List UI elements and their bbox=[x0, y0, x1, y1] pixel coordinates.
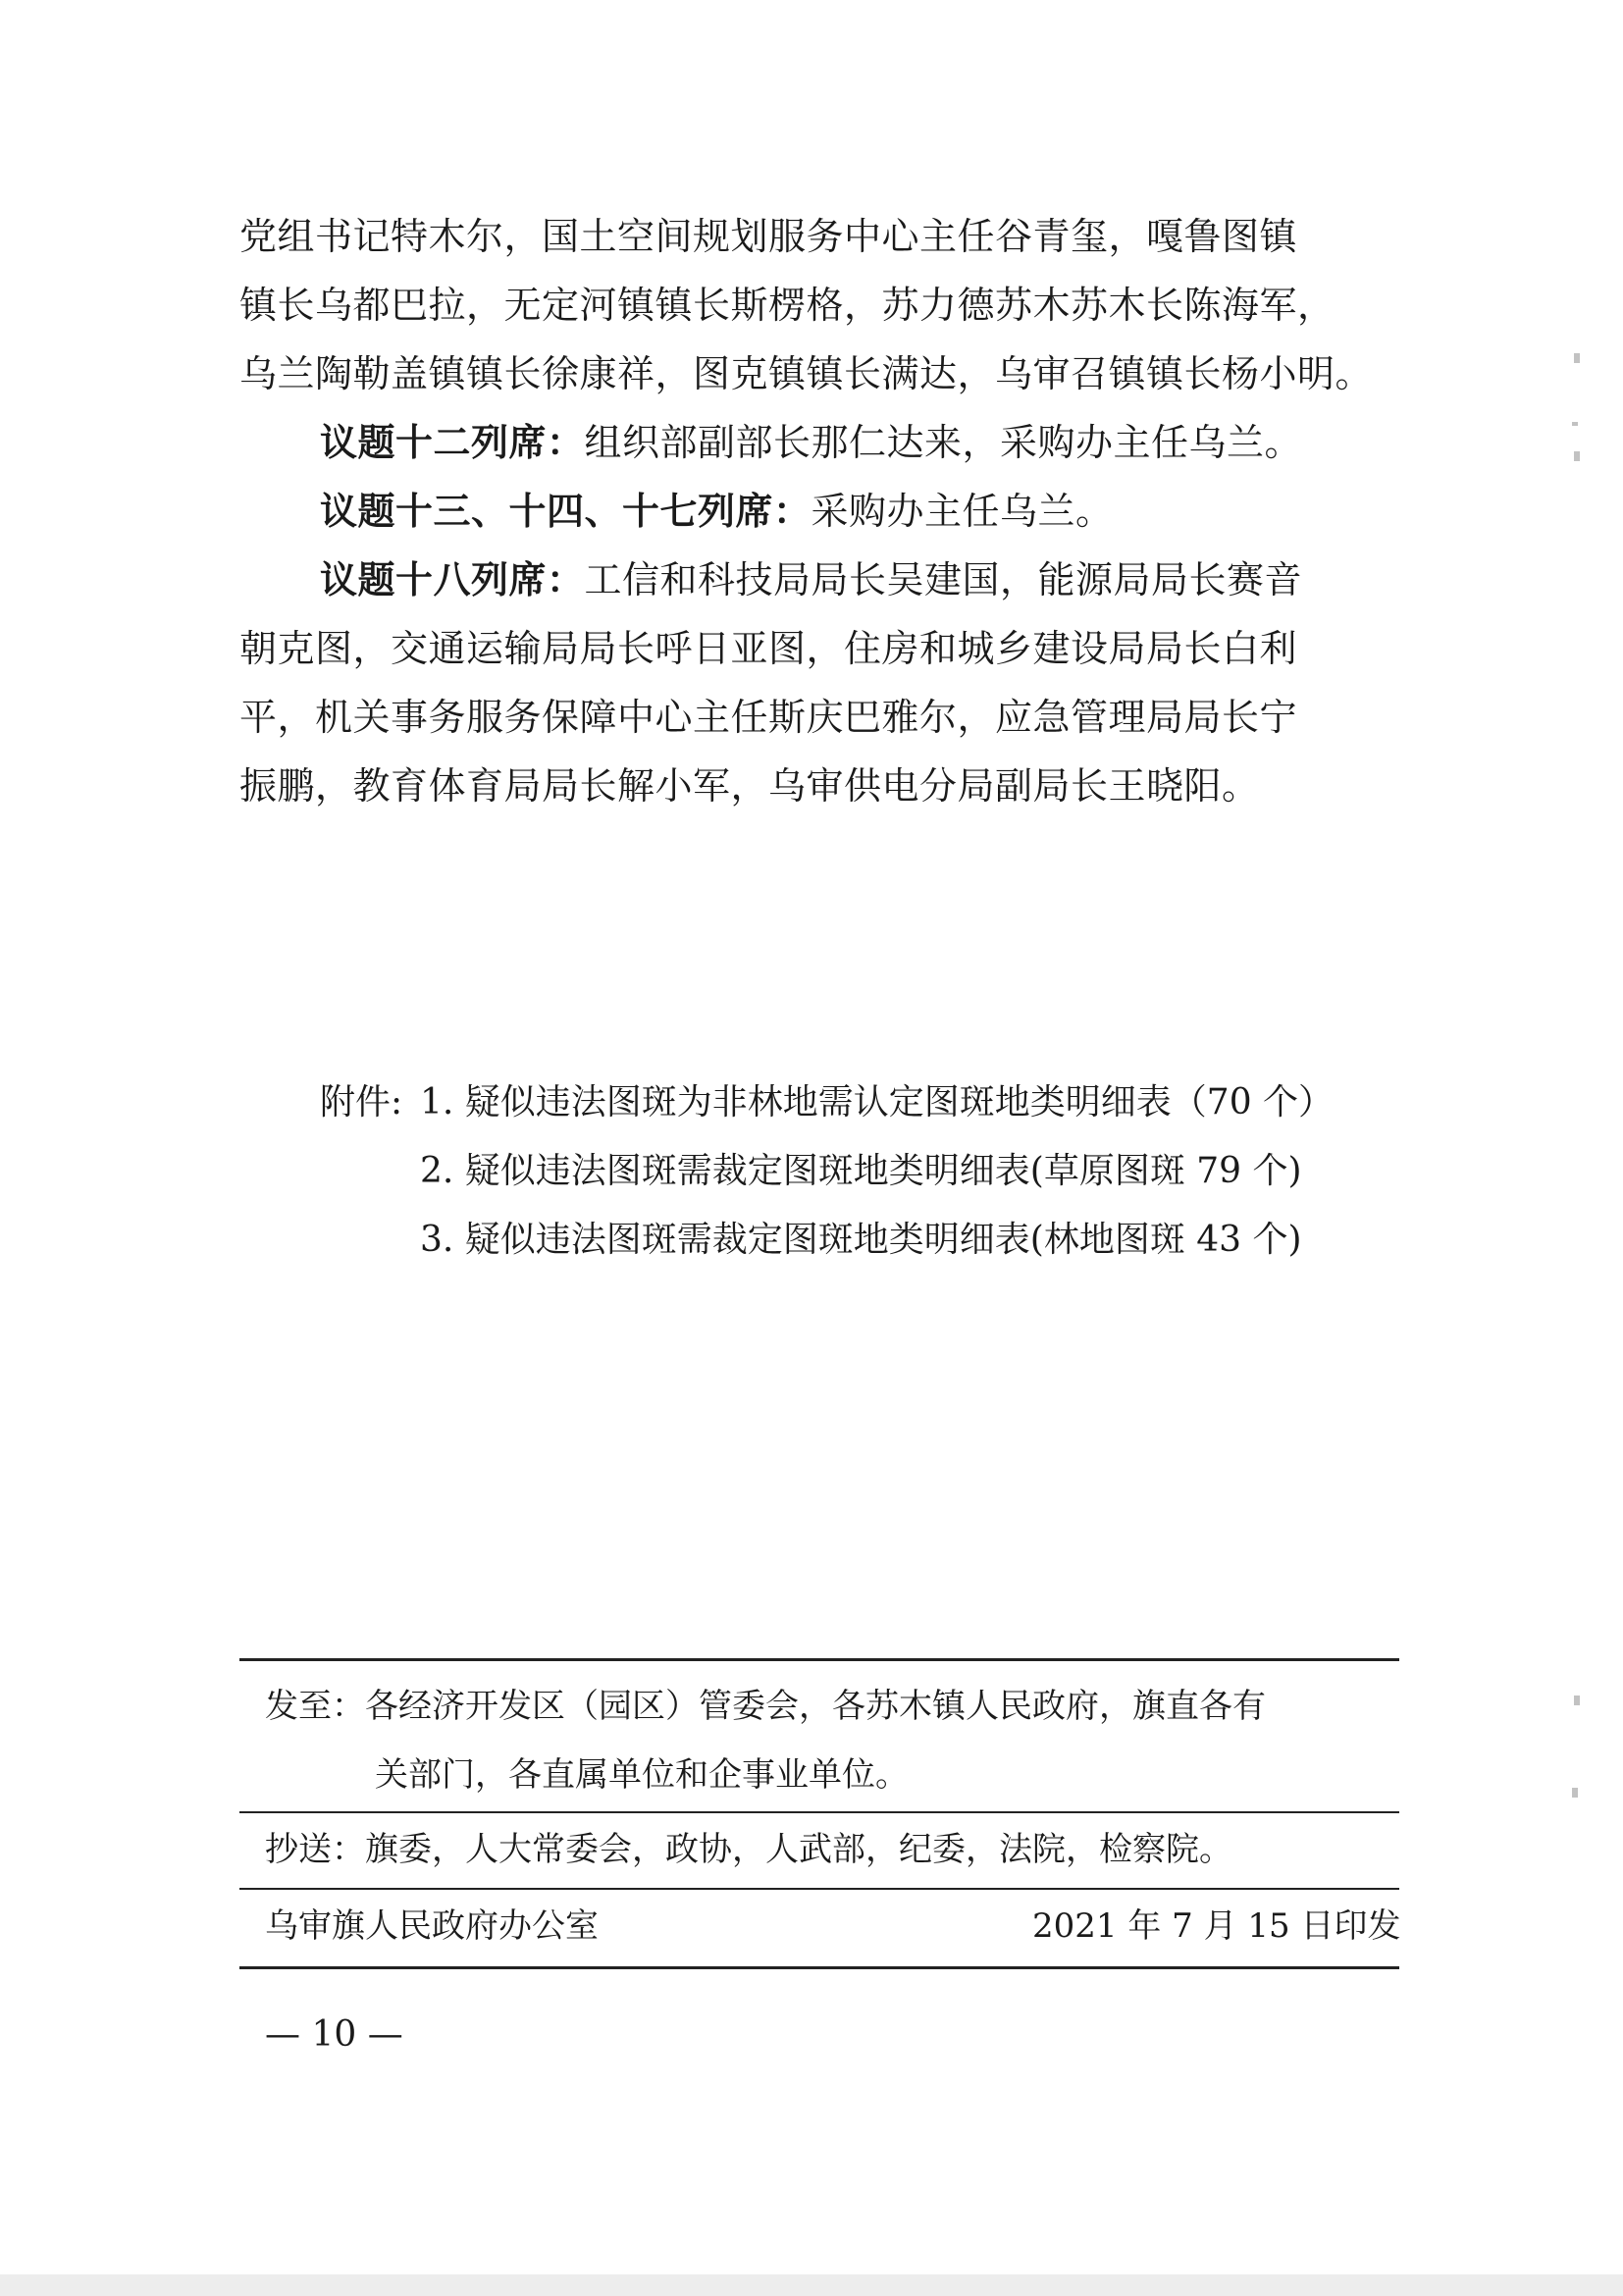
scan-mark bbox=[1574, 1696, 1580, 1705]
topic-18-line-2: 朝克图，交通运输局局长呼日亚图，住房和城乡建设局局长白利 bbox=[239, 627, 1298, 670]
topic-18-line-3: 平，机关事务服务保障中心主任斯庆巴雅尔，应急管理局局长宁 bbox=[239, 696, 1298, 739]
body-line-2: 镇长乌都巴拉，无定河镇镇长斯楞格，苏力德苏木苏木长陈海军， bbox=[239, 284, 1335, 327]
cc-line: 抄送：旗委，人大常委会，政协，人武部，纪委，法院，检察院。 bbox=[265, 1830, 1232, 1869]
page-number: — 10 — bbox=[265, 2014, 403, 2055]
attachment-item-3: 3. 疑似违法图斑需裁定图斑地类明细表(林地图斑 43 个) bbox=[420, 1220, 1302, 1260]
send-to-line-2: 关部门，各直属单位和企事业单位。 bbox=[375, 1755, 909, 1795]
scan-mark bbox=[1572, 422, 1578, 426]
send-to-line-1: 发至：各经济开发区（园区）管委会，各苏木镇人民政府，旗直各有 bbox=[265, 1687, 1266, 1726]
topic-18-text: 工信和科技局局长吴建国，能源局局长赛音 bbox=[584, 558, 1303, 601]
topic-18-paragraph bbox=[320, 557, 1302, 602]
topic-13-label: 议题十三、十四、十七列席： bbox=[320, 489, 812, 533]
body-line-1: 党组书记特木尔，国土空间规划服务中心主任谷青玺，嘎鲁图镇 bbox=[239, 215, 1298, 258]
distribution-lower-rule bbox=[239, 1888, 1399, 1890]
body-line-3: 乌兰陶勒盖镇镇长徐康祥，图克镇镇长满达，乌审召镇镇长杨小明。 bbox=[239, 352, 1374, 395]
topic-13-paragraph bbox=[320, 489, 1114, 534]
distribution-bottom-rule bbox=[239, 1966, 1399, 1969]
topic-18-label: 议题十八列席： bbox=[320, 557, 585, 601]
issuer: 乌审旗人民政府办公室 bbox=[265, 1906, 599, 1946]
attachments-label: 附件: bbox=[320, 1082, 403, 1122]
scan-mark bbox=[1572, 1788, 1578, 1798]
scan-bottom-band bbox=[0, 2274, 1623, 2296]
topic-18-line-4: 振鹏，教育体育局局长解小军，乌审供电分局副局长王晓阳。 bbox=[239, 764, 1260, 808]
topic-12-paragraph bbox=[320, 420, 1302, 465]
topic-12-label: 议题十二列席： bbox=[320, 420, 585, 464]
topic-13-text: 采购办主任乌兰。 bbox=[811, 490, 1114, 533]
attachment-item-2: 2. 疑似违法图斑需裁定图斑地类明细表(草原图斑 79 个) bbox=[420, 1151, 1302, 1191]
issue-date: 2021 年 7 月 15 日印发 bbox=[1032, 1906, 1401, 1946]
distribution-middle-rule bbox=[239, 1811, 1399, 1813]
scan-mark bbox=[1574, 451, 1580, 461]
scan-mark bbox=[1574, 353, 1580, 363]
distribution-top-rule bbox=[239, 1658, 1399, 1661]
topic-12-text: 组织部副部长那仁达来，采购办主任乌兰。 bbox=[584, 421, 1303, 464]
attachment-item-1: 1. 疑似违法图斑为非林地需认定图斑地类明细表（70 个） bbox=[420, 1082, 1335, 1122]
